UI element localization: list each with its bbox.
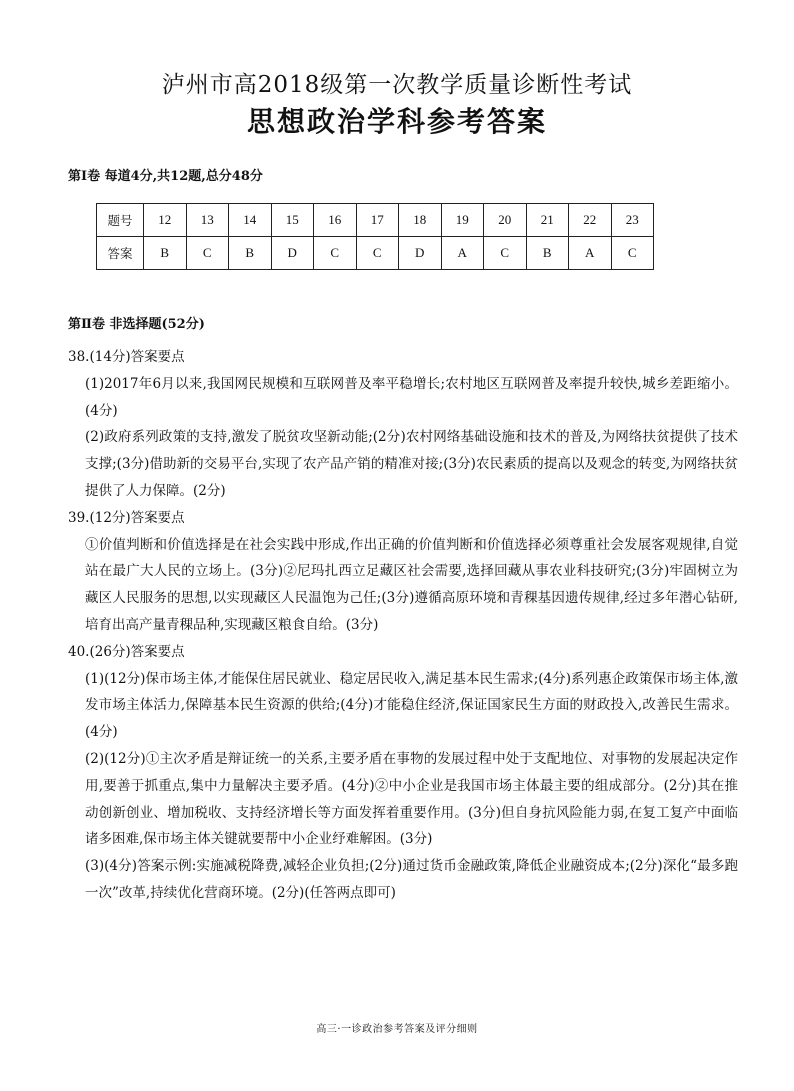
- question-39-answer: ①价值判断和价值选择是在社会实践中形成,作出正确的价值判断和价值选择必须尊重社会发展客观规律,自觉站在最广大人民的立场上。(3分)②尼玛扎西立足藏区社会需要,选择回藏从事农业科技研究;(3分)牢固树立为藏区人民服务的思想,以实现藏区人民温饱为己任;(3分)遵循高原环境和青稞基因遗传规律,经过多年潜心钻研,培育出高产量青稞品种,实现藏区粮食自给。(3分): [85, 536, 738, 633]
- question-38-part1: (1)2017年6月以来,我国网民规模和互联网普及率平稳增长;农村地区互联网普及率提升较快,城乡差距缩小。(4分): [85, 375, 738, 419]
- answer-body: [68, 344, 738, 907]
- question-39-heading: 39.(12分)答案要点: [68, 509, 185, 526]
- table-cell: 23: [611, 204, 654, 237]
- table-cell: C: [186, 237, 229, 270]
- question-38-part2: (2)政府系列政策的支持,激发了脱贫攻坚新动能;(2分)农村网络基础设施和技术的普及,为网络扶贫提供了技术支撑;(3分)借助新的交易平台,实现了农产品产销的精准对接;(3分)农民素质的提高以及观念的转变,为网络扶贫提供了人力保障。(2分): [85, 429, 738, 499]
- table-cell: 18: [399, 204, 442, 237]
- question-40-part2: (2)(12分)①主次矛盾是辩证统一的关系,主要矛盾在事物的发展过程中处于支配地位、对事物的发展起决定作用,要善于抓重点,集中力量解决主要矛盾。(4分)②中小企业是我国市场主体最主要的组成部分。(2分)其在推动创新创业、增加税收、支持经济增长等方面发挥着重要作用。(3分)但自身抗风险能力弱,在复工复产中面临诸多困难,保市场主体关键就要帮中小企业纾难解困。(3分): [85, 750, 738, 848]
- table-cell: 14: [229, 204, 272, 237]
- table-cell: 16: [314, 204, 357, 237]
- table-cell: A: [569, 237, 612, 270]
- question-40-part3: (3)(4分)答案示例:实施减税降费,减轻企业负担;(2分)通过货币金融政策,降低企业融资成本;(2分)深化“最多跑一次”改革,持续优化营商环境。(2分)(任答两点即可): [85, 858, 738, 901]
- table-cell: B: [144, 237, 187, 270]
- question-number-row: [97, 204, 654, 237]
- table-cell: 17: [356, 204, 399, 237]
- table-cell: 13: [186, 204, 229, 237]
- table-cell: 15: [271, 204, 314, 237]
- row-label-number: 题号: [97, 204, 144, 237]
- part2-heading: 第Ⅱ卷 非选择题(52分): [68, 317, 205, 332]
- subject-title: 思想政治学科参考答案: [246, 105, 547, 138]
- table-cell: D: [271, 237, 314, 270]
- question-40-part1: (1)(12分)保市场主体,才能保住居民就业、稳定居民收入,满足基本民生需求;(4分)系列惠企政策保市场主体,激发市场主体活力,保障基本民生资源的供给;(4分)才能稳住经济,保证国家民生方面的财政投入,改善民生需求。(4分): [85, 670, 738, 741]
- table-cell: 19: [441, 204, 484, 237]
- table-cell: D: [399, 237, 442, 270]
- table-cell: 20: [484, 204, 527, 237]
- table-cell: 12: [144, 204, 187, 237]
- table-cell: A: [441, 237, 484, 270]
- table-cell: C: [484, 237, 527, 270]
- table-cell: 21: [526, 204, 569, 237]
- answer-row: [97, 237, 654, 270]
- table-cell: 22: [569, 204, 612, 237]
- row-label-answer: 答案: [97, 237, 144, 270]
- page-footer: 高三·一诊政治参考答案及评分细则: [316, 1024, 478, 1035]
- answer-table: [96, 203, 654, 270]
- exam-title: 泸州市高2018级第一次教学质量诊断性考试: [161, 72, 633, 98]
- question-38-heading: 38.(14分)答案要点: [68, 349, 185, 365]
- question-40-heading: 40.(26分)答案要点: [68, 643, 185, 660]
- part1-heading: 第Ⅰ卷 每道4分,共12题,总分48分: [68, 169, 263, 184]
- table-cell: C: [611, 237, 654, 270]
- table-cell: C: [356, 237, 399, 270]
- table-cell: B: [229, 237, 272, 270]
- table-cell: B: [526, 237, 569, 270]
- table-cell: C: [314, 237, 357, 270]
